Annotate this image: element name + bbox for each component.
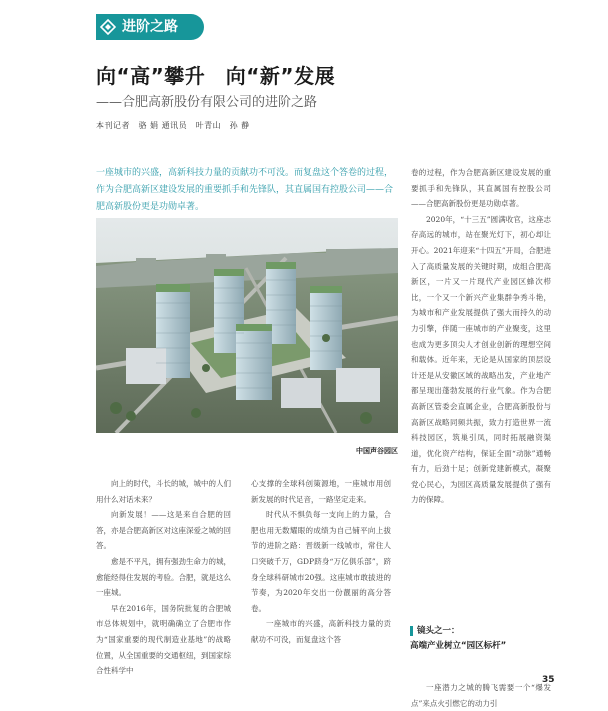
body-column-1 (96, 476, 231, 679)
page-number: 35 (542, 675, 555, 685)
section-label: 进阶之路 (122, 19, 178, 35)
accent-bar (410, 626, 413, 636)
aerial-photo (96, 218, 398, 433)
paragraph: 向新发展！——这是来自合肥的回答，亦是合肥高新区对这座深爱之城的回答。 (96, 510, 231, 551)
paragraph: 心支撑的全球科创策源地，一座城市用创新发展的时代足音，一路坚定走来。 (251, 479, 391, 504)
paragraph: 愈是不平凡，拥有强劲生命力的城，愈能经得住发展的考验。合肥，就是这么一座城。 (96, 556, 231, 598)
article-subtitle: ——合肥高新股份有限公司的进阶之路 (96, 95, 318, 110)
photo-caption: 中国声谷园区 (356, 447, 398, 455)
paragraph: 早在2016年，国务院批复的合肥城市总体规划中，就明确确立了合肥市作为“国家重要的现代制造业基地”的战略位置，从全国重要的交通枢纽，到国家综合性科学中 (96, 603, 231, 676)
paragraph: 一座潜力之城的腾飞需要一个“爆发点”来点火引燃它的动力引 (411, 683, 551, 708)
paragraph: 卷的过程，作为合肥高新区建设发展的重要抓手和先锋队，其直属国有控股公司——合肥高新股份更是功勋卓著。 (411, 168, 551, 209)
byline: 本刊记者 骆 娟 通讯员 叶青山 孙 静 (96, 121, 250, 130)
subheading-label: 镜头之一： (410, 624, 552, 638)
paragraph: 2020年，“十三五”圆满收官，这座志存高远的城市，站在聚光灯下，初心却让开心。2021年迎来“十四五”开局，合肥进入了高质量发展的关键时期，成组合肥高新区，一片又一片现代产业园区蜂次栉比，一个又一个新兴产业集群争秀斗艳，为城市和产业发展提供了强大而持久的动力引擎，伴随一座城市的产业聚变，这里也成为更多顶尖人才创业创新的理想空间和载体。近年来，无论是从国家的顶层设计还是从安徽区域的战略出发，产业地产都呈现出蓬勃发展的行业气象。作为合肥高新区管委会直属企业，合肥高新股份与高新区战略同频共振，致力打造世界一流科技园区，筑巢引凤，同时拓展融资渠道，优化资产结构，保证全面“动脉”通畅有力，后劲十足；创新党建新模式，凝聚党心民心，为园区高质量发展提供了强有力的保障。 (411, 214, 551, 505)
lead-paragraph: 一座城市的兴盛，高新科技力量的贡献功不可没。而复盘这个答卷的过程，作为合肥高新区建设发展的重要抓手和先锋队，其直属国有控股公司——合肥高新股份更是功勋卓著。 (96, 168, 394, 212)
paragraph: 向上的时代，斗长的城，城中的人们用什么对话未来？ (96, 479, 231, 504)
body-column-2 (251, 476, 391, 648)
subheading-title: 高端产业树立“园区标杆” (410, 641, 507, 651)
diamond-icon (100, 19, 116, 35)
body-column-4 (411, 680, 551, 711)
article-title: 向“高”攀升 向“新”发展 (96, 64, 336, 88)
paragraph: 时代从不惧负每一支向上的力量，合肥也用无数耀眼的成绩为自己铺平向上拔节的进阶之路：晋级新一线城市，常住人口突破千万，GDP跻身“万亿俱乐部”，跻身全球科研城市20强。这座城市敢拔进的节奏，为2020年交出一份靓丽的高分答卷。 (251, 510, 391, 613)
paragraph: 一座城市的兴盛，高新科技力量的贡献功不可没，而复盘这个答 (251, 619, 391, 644)
body-column-3 (411, 165, 551, 508)
subheading (410, 624, 552, 654)
